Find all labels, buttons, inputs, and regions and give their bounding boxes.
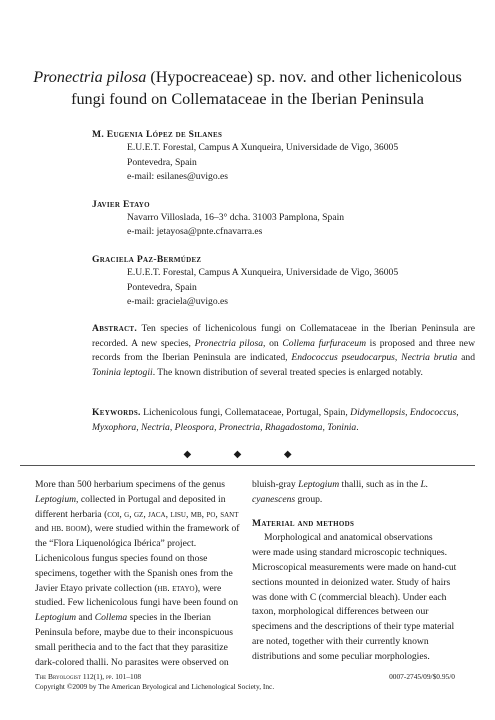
keywords-text: , (169, 421, 175, 433)
body-line: taxon, morphological differences between our (252, 606, 429, 618)
herbaria-codes: coi, g, gz, jaca, lisu, mb, po, sant (107, 508, 239, 520)
author-affiliation: Navarro Villoslada, 16–3° dcha. 31003 Pamplona, Spain (127, 211, 345, 223)
genus-name: Leptogium (298, 479, 340, 490)
keywords-label: Keywords. (92, 407, 141, 418)
genus-name: Collema (94, 612, 128, 624)
author-name: M. Eugenia López de Silanes (92, 129, 223, 140)
author-affiliation: E.U.E.T. Forestal, Campus A Xunqueira, Universidade de Vigo, 36005 (127, 142, 399, 153)
body-text: species in the Iberian (127, 612, 211, 624)
genus-name: Leptogium (35, 493, 77, 505)
keywords-text: , (322, 421, 328, 433)
author-block (92, 128, 482, 323)
body-line: Morphological and anatomical observations (264, 532, 433, 544)
genus-name: Leptogium (35, 612, 77, 624)
body-line: studied. Few lichenicolous fungi have been found on (35, 597, 239, 609)
body-text: , collected in Portugal and deposited in (76, 493, 226, 505)
body-text: thalli, such as in the (339, 479, 421, 490)
article-title (20, 66, 475, 110)
author-1 (92, 128, 482, 185)
species-name: Toninia leptogii (92, 366, 153, 378)
body-line: More than 500 herbarium specimens of the genus (35, 479, 225, 490)
keywords-text: Lichenicolous fungi, Collemataceae, Portugal, Spain, (140, 407, 351, 418)
abstract-text: Ten species of lichenicolous fungi on Collemataceae in the Iberian Peninsula are recorded. A new species, (92, 323, 475, 349)
body-text: and (76, 612, 95, 624)
title-rest: (Hypocreaceae) sp. nov. and other lichenicolous (146, 68, 462, 86)
issn: 0007-2745/09/$0.95/0 (389, 672, 455, 681)
author-2 (92, 198, 482, 240)
body-line: Peninsula before, maybe due to their inconspicuous (35, 626, 233, 638)
herbaria-codes: hb. etayo (157, 582, 195, 594)
author-email: e-mail: jetayosa@pnte.cfnavarra.es (127, 226, 263, 238)
body-line: small perithecia and to the fact that they parasitize (35, 641, 228, 653)
footer-row (35, 672, 455, 682)
species-name: Nectria brutia (401, 352, 458, 364)
genus-name: L. (420, 479, 429, 490)
species-name: Endococcus pseudocarpus (291, 352, 395, 364)
author-city: Pontevedra, Spain (127, 281, 197, 293)
species-name: cyanescens (252, 493, 296, 505)
author-affiliation: E.U.E.T. Forestal, Campus A Xunqueira, Universidade de Vigo, 36005 (127, 266, 399, 278)
title-line-1 (20, 66, 475, 88)
section-separator: ◆ ◆ ◆ (183, 449, 312, 460)
body-line: specimens and the descriptions of their type material (252, 621, 455, 633)
body-line: sections mounted in deionized water. Study of hairs (252, 576, 451, 588)
body-line: was done with C (commercial bleach). Under each (252, 591, 447, 603)
abstract-text: . The known distribution of several treated species is enlarged notably. (152, 366, 423, 378)
title-species: Pronectria pilosa (33, 68, 147, 86)
body-line: Lichenicolous fungus species found on those (35, 552, 208, 564)
body-line (252, 478, 466, 493)
body-line: specimens, together with the Spanish ones from the (35, 567, 233, 579)
body-line (252, 493, 466, 508)
body-text: ), were studied within the framework of (86, 523, 240, 535)
author-3 (92, 253, 482, 310)
abstract-text: and (457, 352, 475, 364)
keywords (92, 406, 475, 435)
body-line (35, 508, 249, 523)
body-line (35, 611, 249, 626)
keywords-text: , (136, 421, 142, 433)
author-email: e-mail: esilanes@uvigo.es (127, 171, 229, 183)
body-line: the “Flora Liquenológica Ibérica” project. (35, 538, 197, 550)
genus-name: Myxophora (92, 421, 137, 433)
body-text: different herbaria ( (35, 508, 108, 520)
species-name: Pronectria pilosa (194, 337, 264, 349)
body-column-left (35, 478, 249, 670)
genus-name: Toninia (327, 421, 357, 433)
author-city: Pontevedra, Spain (127, 156, 197, 168)
body-line (35, 522, 249, 537)
keywords-text: , (456, 407, 459, 418)
section-heading-methods: Material and methods (252, 517, 355, 529)
body-text: group. (295, 493, 323, 505)
body-text: bluish-gray (252, 479, 299, 490)
body-text: ), were (194, 582, 222, 594)
keywords-text: , (214, 421, 219, 433)
author-name: Javier Etayo (92, 198, 150, 210)
herbaria-codes: hb. boom (51, 523, 87, 535)
genus-name: Pronectria (218, 421, 261, 433)
keywords-text: , (405, 407, 410, 418)
body-line: dark-colored thalli. No parasites were observed on (35, 656, 229, 668)
body-line: distributions and some peculiar morphologies. (252, 650, 430, 662)
copyright-line: Copyright ©2009 by The American Bryological and Lichenological Society, Inc. (35, 682, 275, 691)
body-text: and (35, 523, 52, 535)
body-text: Javier Etayo private collection ( (35, 582, 158, 594)
page-footer (35, 672, 455, 692)
author-email: e-mail: graciela@uvigo.es (127, 296, 229, 308)
body-column-right (252, 478, 466, 665)
author-name: Graciela Paz-Bermúdez (92, 253, 202, 265)
horizontal-rule (20, 465, 475, 466)
abstract-text: , on (263, 337, 283, 349)
body-line (35, 493, 249, 508)
body-line: were made using standard microscopic techniques. (252, 547, 448, 559)
abstract-text: , (394, 352, 402, 364)
body-line (35, 582, 249, 597)
abstract-text: is proposed and three new records from the Iberian Peninsula are indicated, (92, 337, 475, 364)
title-line-2: fungi found on Collemataceae in the Iberian Peninsula (71, 90, 424, 108)
abstract-label: Abstract. (92, 323, 138, 334)
genus-name: Nectria (141, 421, 170, 433)
genus-name: Endococcus (409, 407, 457, 418)
genus-name: Didymellopsis (350, 407, 406, 418)
species-name: Collema furfuraceum (282, 337, 366, 349)
keywords-text: , (260, 421, 265, 433)
body-line: Microscopical measurements were made on hand-cut (252, 561, 457, 573)
abstract (92, 322, 475, 380)
keywords-text: . (356, 421, 359, 433)
body-line: are noted, together with their currently known (252, 635, 429, 647)
genus-name: Pleospora (174, 421, 215, 433)
journal-citation: The Bryologist 112(1), pp. 101–108 (35, 672, 142, 681)
genus-name: Rhagadostoma (264, 421, 323, 433)
